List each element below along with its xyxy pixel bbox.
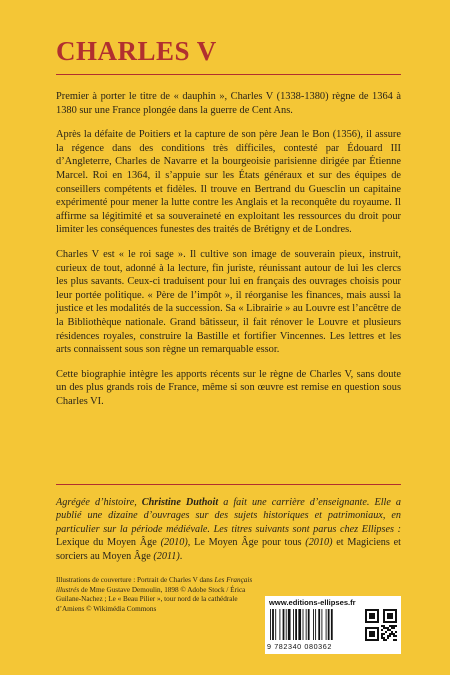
blurb — [56, 90, 401, 419]
book-year-2: (2010) — [305, 537, 333, 549]
credits-part2: de Mme Gustave Demoulin, 1898 © Adobe Stock / Érica Guilane-Nachez ; Le « Beau Pilier », tour nord de la cathédrale d’Amiens © Wikimédia Commons — [56, 585, 246, 613]
book-title-2: , Le Moyen Âge pour tous — [187, 537, 306, 549]
book-year-1: (2010) — [160, 537, 188, 549]
barcode-icon — [269, 609, 361, 641]
book-title-3: et Magiciens et sorciers au Moyen Âge — [56, 537, 401, 562]
author-name: Christine Duthoit — [141, 497, 219, 508]
book-title: CHARLES V — [56, 36, 217, 66]
section-divider — [56, 484, 401, 485]
barcode-panel — [265, 596, 401, 654]
qr-code-icon — [365, 609, 397, 651]
author-bio-text: a fait une carrière d’enseignante. Elle a publié une dizaine d’ouvrages sur des sujets historiques et patrimoniaux, en particulier sur la période médiévale. Les titres suivants sont parus chez Ellipses : — [56, 497, 402, 535]
bio-end: . — [179, 550, 183, 562]
book-title-1: Lexique du Moyen Âge — [56, 537, 157, 549]
book-year-3: (2011) — [153, 550, 180, 562]
publisher-website: www.editions-ellipses.fr — [269, 598, 356, 607]
credits-work: Les Français illustrés — [56, 576, 253, 594]
blurb-paragraph: Charles V est « le roi sage ». Il cultive son image de souverain pieux, instruit, curieux de tout, adonné à la lecture, fin juriste, réunissant autour de lui les clercs les plus savants. Ceux-ci traduisent pour lui en français des ouvrages choisis pour leur portée politique. « Père de l’impôt », il réorganise les finances, mais aussi la justice et les modalités de la succession. Sa « Librairie » au Louvre est l’ancêtre de la Bibliothèque nationale. Grand bâtisseur, il fait rénover le Louvre et plusieurs résidences royales, construire la Bastille et fortifier Vincennes. Les lettres et les arts connaissent sous son règne un remarquable essor. — [56, 248, 401, 356]
blurb-paragraph: Cette biographie intègre les apports récents sur le règne de Charles V, sans doute un des plus grands rois de France, même si son œuvre est remise en question sous Charles VI. — [56, 368, 401, 407]
author-intro: Agrégée d’histoire, — [56, 497, 142, 508]
cover-credits — [56, 576, 261, 614]
author-bio — [56, 496, 401, 563]
isbn-number: 9 782340 080362 — [267, 642, 332, 651]
blurb-paragraph: Premier à porter le titre de « dauphin », Charles V (1338-1380) règne de 1364 à 1380 sur une France plongée dans la guerre de Cent Ans. — [56, 91, 401, 116]
blurb-paragraph: Après la défaite de Poitiers et la capture de son père Jean le Bon (1356), il assure la régence dans des conditions très difficiles, contesté par Édouard III d’Angleterre, Charles de Navarre et la bourgeoisie parisienne dirigée par Étienne Marcel. Roi en 1364, il s’appuie sur les États généraux et sur des équipes de conseillers compétents et fidèles. Il trouve en Bertrand du Guesclin un capitaine expérimenté pour mener la lutte contre les Anglais et la reconquête du royaume. Il affirme sa légitimité et sa souveraineté en exploitant les ressources du droit pour limiter les conséquences funestes des traités de Brétigny et de Londres. — [56, 129, 401, 236]
title-divider — [56, 74, 401, 75]
credits-part1: Illustrations de couverture : Portrait de Charles V dans — [56, 576, 215, 584]
